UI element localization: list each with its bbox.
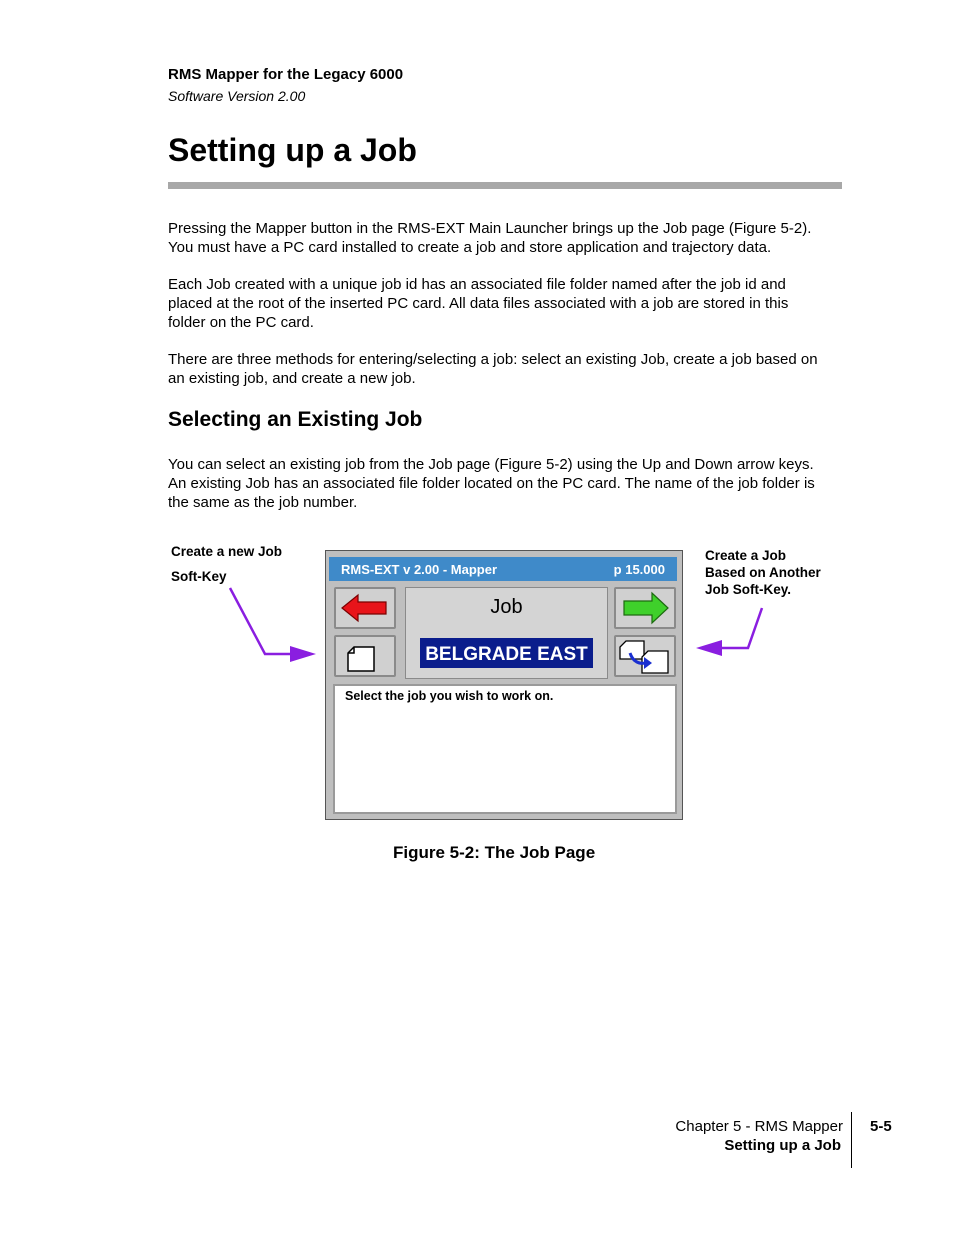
forward-button[interactable] — [614, 587, 676, 629]
software-version: Software Version 2.00 — [168, 88, 306, 104]
new-document-icon — [336, 637, 394, 675]
figure-caption: Figure 5-2: The Job Page — [393, 843, 596, 862]
text-line: There are three methods for entering/selecting a job: select an existing Job, create a job based on — [168, 351, 818, 368]
text-line: You can select an existing job from the Job page (Figure 5-2) using the Up and Down arrow keys. — [168, 456, 814, 473]
new-job-button[interactable] — [334, 635, 396, 677]
annotation-line: Create a Job — [705, 548, 787, 563]
right-arrow-icon — [616, 589, 674, 627]
message-box — [333, 684, 677, 814]
page-number: 5-5 — [870, 1118, 892, 1135]
text-line: the same as the job number. — [168, 494, 358, 512]
text-line: folder on the PC card. — [168, 314, 314, 332]
job-label: Job — [490, 596, 523, 618]
left-annotation-arrow — [230, 588, 316, 662]
footer-section: Setting up a Job — [724, 1137, 841, 1154]
footer-divider — [851, 1112, 852, 1168]
annotation-line: Based on Another — [705, 565, 821, 580]
instruction-message: Select the job you wish to work on. — [345, 689, 554, 703]
device-titlebar — [329, 557, 677, 581]
copy-job-button[interactable] — [614, 635, 676, 677]
text-line: Pressing the Mapper button in the RMS-EXT Main Launcher brings up the Job page (Figure 5-2). — [168, 220, 812, 237]
back-button[interactable] — [334, 587, 396, 629]
device-position: p 15.000 — [613, 562, 665, 577]
text-line: Each Job created with a unique job id has an associated file folder named after the job id and — [168, 276, 786, 293]
annotation-line: Create a new Job — [171, 544, 283, 559]
annotation-line: Job Soft-Key. — [705, 582, 792, 597]
right-annotation-arrow — [696, 608, 762, 656]
device-title: RMS-EXT v 2.00 - Mapper — [341, 562, 498, 577]
annotation-line: Soft-Key — [171, 569, 227, 584]
job-name-field[interactable]: BELGRADE EAST — [418, 636, 595, 670]
copy-document-icon — [616, 637, 674, 675]
text-line: An existing Job has an associated file folder located on the PC card. The name of the job folder is — [168, 475, 815, 493]
document-header-title: RMS Mapper for the Legacy 6000 — [168, 66, 404, 83]
text-line: an existing job, and create a new job. — [168, 370, 416, 388]
page-title: Setting up a Job — [168, 132, 417, 168]
text-line: You must have a PC card installed to create a job and store application and trajectory data. — [168, 239, 772, 257]
subsection-title: Selecting an Existing Job — [168, 408, 423, 431]
text-line: placed at the root of the inserted PC card. All data files associated with a job are stored in this — [168, 295, 789, 313]
left-arrow-icon — [336, 589, 394, 627]
footer-chapter: Chapter 5 - RMS Mapper — [675, 1118, 843, 1135]
